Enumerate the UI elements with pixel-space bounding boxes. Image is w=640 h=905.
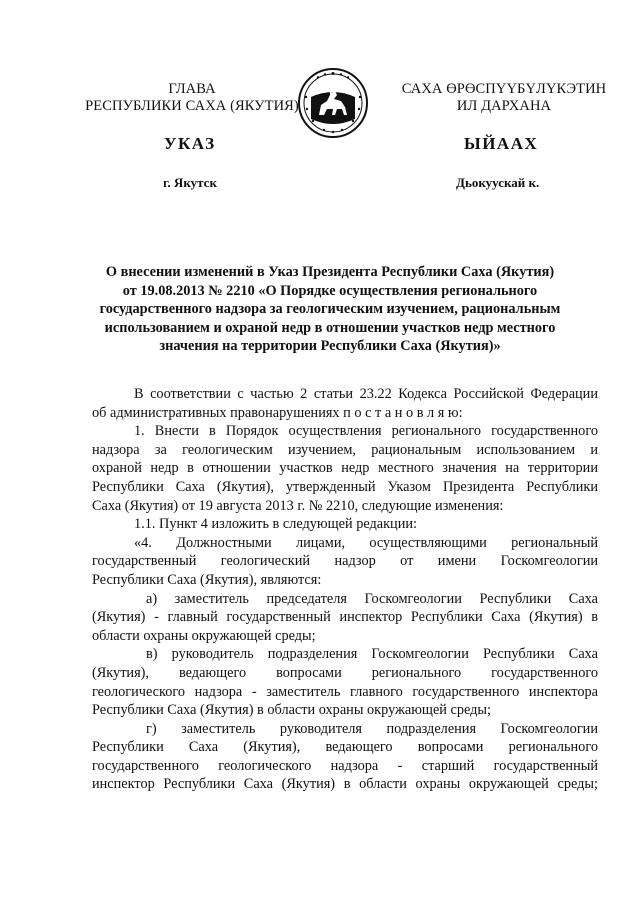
document-title-line: государственного надзора за геологическим изучением, рациональным xyxy=(99,301,561,318)
document-title-line: использованием и охраной недр в отношении участков недр местного xyxy=(104,319,556,336)
body-line: Республики Саха (Якутия), являются: xyxy=(92,571,322,588)
header-right-line-1: САХА ӨРӨСПҮҮБҮЛҮКЭТИН xyxy=(401,81,607,97)
body-line: В соответствии с частью 2 статьи 23.22 Кодекса Российской Федерации xyxy=(134,386,598,402)
decree-title-yakut: ЫЙААХ xyxy=(464,134,539,153)
header-right-line-2: ИЛ ДАРХАНА xyxy=(456,98,552,114)
body-line: охраной недр в отношении участков недр местного значения на территории xyxy=(92,460,598,477)
decree-title-russian: УКАЗ xyxy=(164,134,216,153)
body-line: государственного геологического надзора - старший государственный xyxy=(92,757,598,774)
document-title-line: от 19.08.2013 № 2210 «О Порядке осуществления регионального xyxy=(122,282,538,299)
body-line: (Якутия), ведающего вопросами регионального государственного xyxy=(92,664,598,681)
header-left-line-1: ГЛАВА xyxy=(168,81,216,97)
city-russian: г. Якутск xyxy=(163,175,217,190)
body-line: инспектор Республики Саха (Якутия) в области охраны окружающей среды; xyxy=(92,776,598,793)
body-line: надзора за геологическим изучением, рациональным использованием и xyxy=(92,441,598,458)
body-line: «4. Должностными лицами, осуществляющими региональный xyxy=(134,534,598,551)
header-left-block xyxy=(72,81,312,115)
body-line: об административных правонарушениях п о с т а н о в л я ю: xyxy=(92,404,463,421)
body-line: (Якутия) - главный государственный инспектор Республики Саха (Якутия) в xyxy=(92,609,598,626)
body-line: в) руководитель подразделения Госкомгеологии Республики Саха xyxy=(146,646,598,663)
body-line: 1. Внести в Порядок осуществления регионального государственного xyxy=(134,423,598,440)
body-line: Республики Саха (Якутия), ведающего вопросами регионального xyxy=(92,739,598,756)
body-line: государственный геологический надзор от имени Госкомгеологии xyxy=(92,553,598,570)
city-yakut: Дьокуускай к. xyxy=(456,175,540,190)
body-line: а) заместитель председателя Госкомгеологии Республики Саха xyxy=(146,590,598,607)
body-line: геологического надзора - заместитель главного государственного инспектора xyxy=(92,683,598,700)
body-line: Республики Саха (Якутия) в области охраны окружающей среды; xyxy=(92,702,492,719)
document-title-line: О внесении изменений в Указ Президента Республики Саха (Якутия) xyxy=(105,264,555,280)
document-body xyxy=(92,385,598,794)
body-line: г) заместитель руководителя подразделения Госкомгеологии xyxy=(146,720,598,737)
coat-of-arms-emblem xyxy=(297,67,369,139)
body-line: Саха (Якутия) от 19 августа 2013 г. № 2210, следующие изменения: xyxy=(92,497,504,514)
body-line: Республики Саха (Якутия), утвержденный Указом Президента Республики xyxy=(92,478,598,495)
header-right-block xyxy=(384,81,624,115)
body-line: области охраны окружающей среды; xyxy=(92,627,316,644)
document-title xyxy=(80,263,580,356)
header-left-line-2: РЕСПУБЛИКИ САХА (ЯКУТИЯ) xyxy=(85,98,299,114)
document-title-line: значения на территории Республики Саха (Якутия)» xyxy=(159,338,501,355)
body-line: 1.1. Пункт 4 изложить в следующей редакции: xyxy=(134,516,417,533)
